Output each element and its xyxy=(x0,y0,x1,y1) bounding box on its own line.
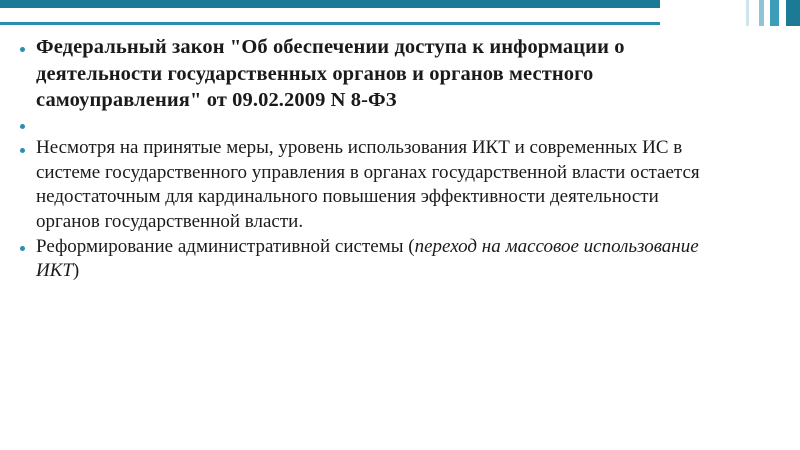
bullet-reform xyxy=(18,235,718,284)
bullet-reform-text: Реформирование административной системы ( xyxy=(36,235,415,257)
bullet-law-title-text: Федеральный закон "Об обеспечении доступа к информации о деятельности государственных органов и органов местного самоуправления" от 09.02.2009 N 8-ФЗ xyxy=(36,36,625,112)
band-teal-top xyxy=(0,0,660,8)
bullet-reform-emphasis: переход на массовое использование ИКТ xyxy=(36,235,699,282)
bullet-law-title xyxy=(18,34,718,114)
bullet-reform-tail: ) xyxy=(72,260,80,282)
spacer xyxy=(18,114,718,136)
bullet-ikt-level-text: Несмотря на принятые меры, уровень использования ИКТ и современных ИС в системе государственного управления в органах государственной власти остается недостаточным для кардинального повышения эффективности деятельности органов государственной власти. xyxy=(36,136,700,232)
slide-body xyxy=(18,34,718,284)
band-white-gap xyxy=(0,8,660,22)
band-teal-rule xyxy=(0,22,660,25)
bullet-list xyxy=(18,34,718,284)
bullet-ikt-level xyxy=(18,136,718,235)
